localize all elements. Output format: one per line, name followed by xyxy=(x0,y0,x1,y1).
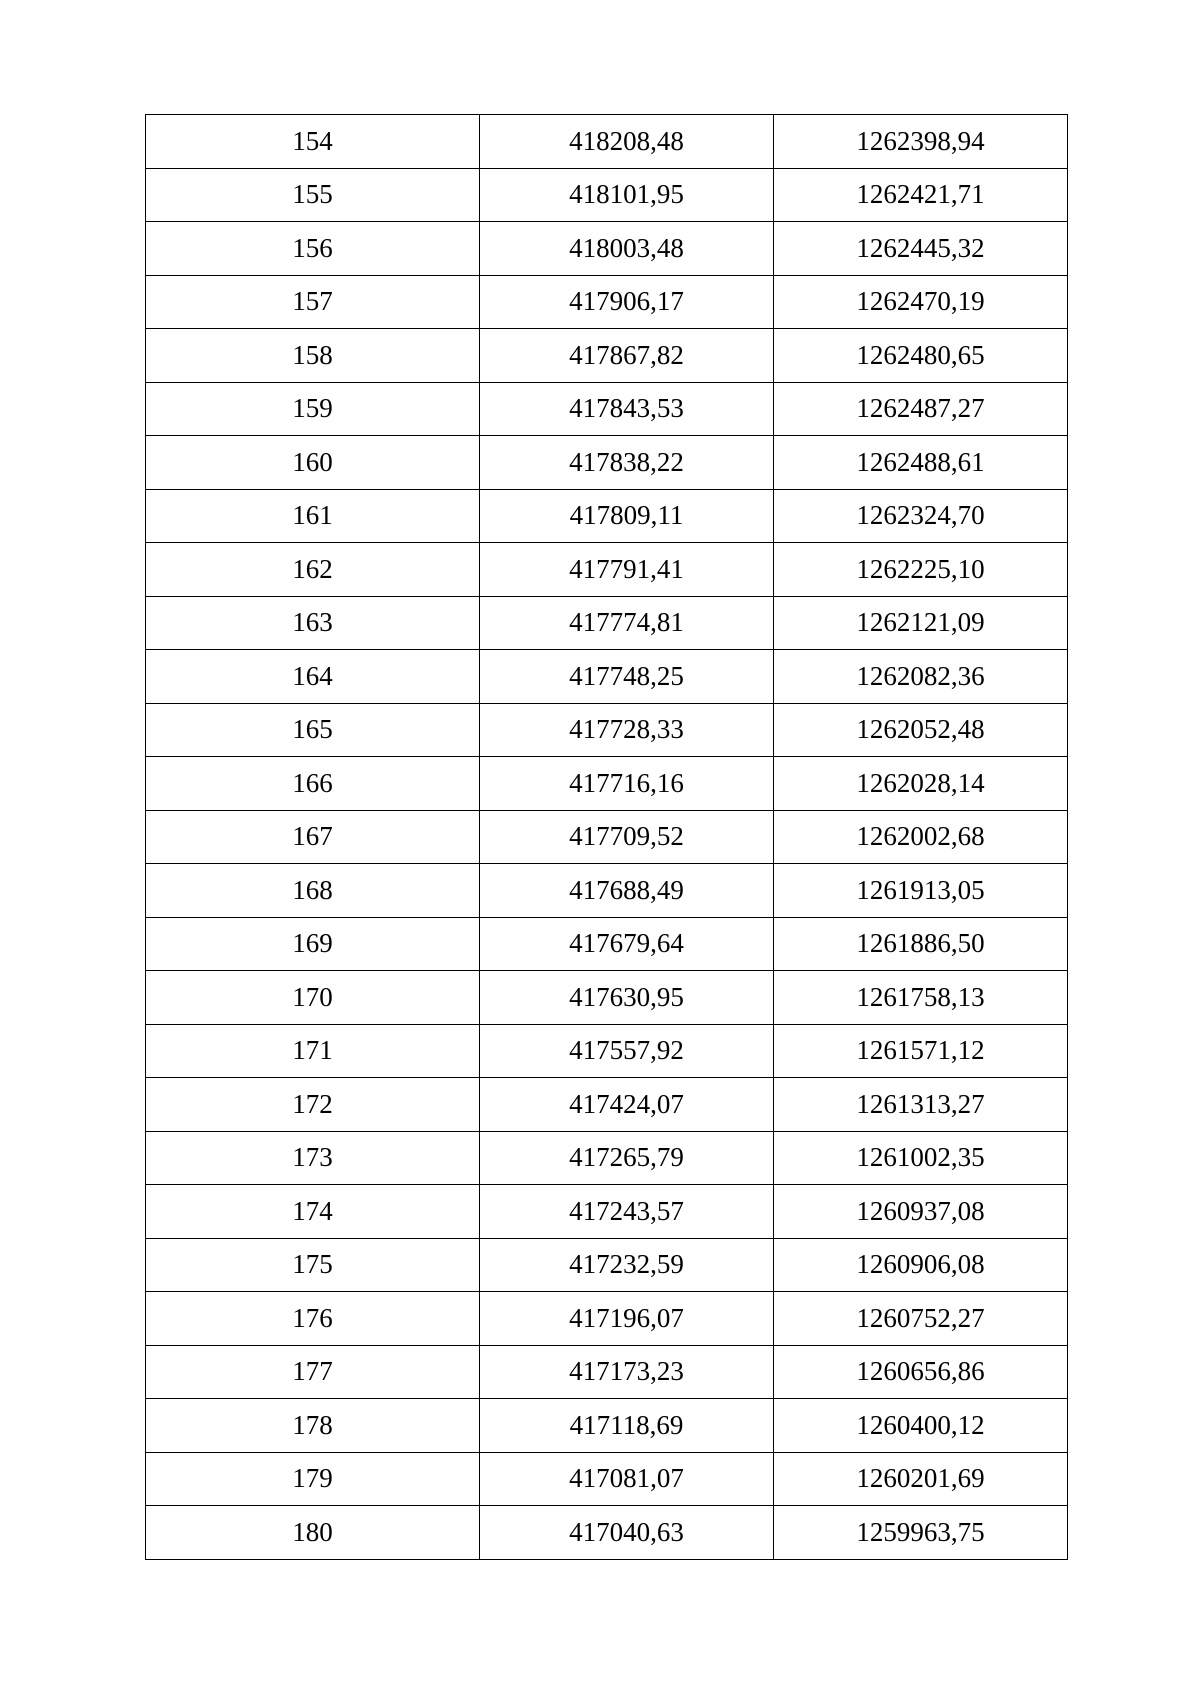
table-row xyxy=(146,115,1068,169)
point-number-cell: 157 xyxy=(146,275,480,329)
table-row xyxy=(146,168,1068,222)
y-coordinate-cell: 1260201,69 xyxy=(774,1452,1068,1506)
y-coordinate-cell: 1260906,08 xyxy=(774,1238,1068,1292)
x-coordinate-cell: 417243,57 xyxy=(480,1185,774,1239)
y-coordinate-cell: 1261758,13 xyxy=(774,971,1068,1025)
x-coordinate-cell: 417843,53 xyxy=(480,382,774,436)
x-coordinate-cell: 417906,17 xyxy=(480,275,774,329)
table-row xyxy=(146,864,1068,918)
y-coordinate-cell: 1262488,61 xyxy=(774,436,1068,490)
y-coordinate-cell: 1261313,27 xyxy=(774,1078,1068,1132)
x-coordinate-cell: 417557,92 xyxy=(480,1024,774,1078)
y-coordinate-cell: 1262052,48 xyxy=(774,703,1068,757)
x-coordinate-cell: 417728,33 xyxy=(480,703,774,757)
table-row xyxy=(146,1078,1068,1132)
y-coordinate-cell: 1261002,35 xyxy=(774,1131,1068,1185)
point-number-cell: 167 xyxy=(146,810,480,864)
table-row xyxy=(146,703,1068,757)
point-number-cell: 163 xyxy=(146,596,480,650)
table-row xyxy=(146,1506,1068,1560)
point-number-cell: 177 xyxy=(146,1345,480,1399)
table-row xyxy=(146,810,1068,864)
x-coordinate-cell: 417265,79 xyxy=(480,1131,774,1185)
table-row xyxy=(146,1292,1068,1346)
y-coordinate-cell: 1259963,75 xyxy=(774,1506,1068,1560)
point-number-cell: 170 xyxy=(146,971,480,1025)
point-number-cell: 160 xyxy=(146,436,480,490)
table-row xyxy=(146,1238,1068,1292)
point-number-cell: 158 xyxy=(146,329,480,383)
table-row xyxy=(146,329,1068,383)
x-coordinate-cell: 418101,95 xyxy=(480,168,774,222)
table-row xyxy=(146,596,1068,650)
y-coordinate-cell: 1262028,14 xyxy=(774,757,1068,811)
x-coordinate-cell: 417809,11 xyxy=(480,489,774,543)
x-coordinate-cell: 417774,81 xyxy=(480,596,774,650)
point-number-cell: 169 xyxy=(146,917,480,971)
point-number-cell: 155 xyxy=(146,168,480,222)
x-coordinate-cell: 417838,22 xyxy=(480,436,774,490)
y-coordinate-cell: 1262398,94 xyxy=(774,115,1068,169)
point-number-cell: 161 xyxy=(146,489,480,543)
point-number-cell: 166 xyxy=(146,757,480,811)
y-coordinate-cell: 1262082,36 xyxy=(774,650,1068,704)
table-row xyxy=(146,917,1068,971)
table-row xyxy=(146,436,1068,490)
y-coordinate-cell: 1261571,12 xyxy=(774,1024,1068,1078)
point-number-cell: 176 xyxy=(146,1292,480,1346)
y-coordinate-cell: 1260752,27 xyxy=(774,1292,1068,1346)
point-number-cell: 174 xyxy=(146,1185,480,1239)
x-coordinate-cell: 417716,16 xyxy=(480,757,774,811)
x-coordinate-cell: 417679,64 xyxy=(480,917,774,971)
x-coordinate-cell: 417709,52 xyxy=(480,810,774,864)
point-number-cell: 180 xyxy=(146,1506,480,1560)
point-number-cell: 168 xyxy=(146,864,480,918)
coordinates-table-body xyxy=(146,115,1068,1560)
y-coordinate-cell: 1262445,32 xyxy=(774,222,1068,276)
y-coordinate-cell: 1262002,68 xyxy=(774,810,1068,864)
x-coordinate-cell: 417424,07 xyxy=(480,1078,774,1132)
table-row xyxy=(146,1024,1068,1078)
table-row xyxy=(146,1345,1068,1399)
table-row xyxy=(146,275,1068,329)
table-row xyxy=(146,382,1068,436)
y-coordinate-cell: 1262480,65 xyxy=(774,329,1068,383)
point-number-cell: 165 xyxy=(146,703,480,757)
y-coordinate-cell: 1262421,71 xyxy=(774,168,1068,222)
y-coordinate-cell: 1261913,05 xyxy=(774,864,1068,918)
table-row xyxy=(146,650,1068,704)
point-number-cell: 171 xyxy=(146,1024,480,1078)
y-coordinate-cell: 1261886,50 xyxy=(774,917,1068,971)
y-coordinate-cell: 1262121,09 xyxy=(774,596,1068,650)
x-coordinate-cell: 417791,41 xyxy=(480,543,774,597)
x-coordinate-cell: 417040,63 xyxy=(480,1506,774,1560)
x-coordinate-cell: 417867,82 xyxy=(480,329,774,383)
x-coordinate-cell: 417081,07 xyxy=(480,1452,774,1506)
point-number-cell: 156 xyxy=(146,222,480,276)
table-row xyxy=(146,489,1068,543)
x-coordinate-cell: 417232,59 xyxy=(480,1238,774,1292)
table-row xyxy=(146,971,1068,1025)
y-coordinate-cell: 1262487,27 xyxy=(774,382,1068,436)
y-coordinate-cell: 1262470,19 xyxy=(774,275,1068,329)
y-coordinate-cell: 1262225,10 xyxy=(774,543,1068,597)
x-coordinate-cell: 417118,69 xyxy=(480,1399,774,1453)
y-coordinate-cell: 1260937,08 xyxy=(774,1185,1068,1239)
y-coordinate-cell: 1260400,12 xyxy=(774,1399,1068,1453)
point-number-cell: 179 xyxy=(146,1452,480,1506)
x-coordinate-cell: 417688,49 xyxy=(480,864,774,918)
y-coordinate-cell: 1260656,86 xyxy=(774,1345,1068,1399)
x-coordinate-cell: 417748,25 xyxy=(480,650,774,704)
x-coordinate-cell: 418208,48 xyxy=(480,115,774,169)
coordinates-table xyxy=(145,114,1068,1560)
y-coordinate-cell: 1262324,70 xyxy=(774,489,1068,543)
table-row xyxy=(146,1399,1068,1453)
table-row xyxy=(146,543,1068,597)
point-number-cell: 159 xyxy=(146,382,480,436)
table-row xyxy=(146,222,1068,276)
table-row xyxy=(146,1131,1068,1185)
point-number-cell: 162 xyxy=(146,543,480,597)
point-number-cell: 173 xyxy=(146,1131,480,1185)
point-number-cell: 175 xyxy=(146,1238,480,1292)
x-coordinate-cell: 417173,23 xyxy=(480,1345,774,1399)
point-number-cell: 172 xyxy=(146,1078,480,1132)
x-coordinate-cell: 417630,95 xyxy=(480,971,774,1025)
point-number-cell: 154 xyxy=(146,115,480,169)
point-number-cell: 164 xyxy=(146,650,480,704)
table-row xyxy=(146,757,1068,811)
x-coordinate-cell: 417196,07 xyxy=(480,1292,774,1346)
x-coordinate-cell: 418003,48 xyxy=(480,222,774,276)
table-row xyxy=(146,1452,1068,1506)
table-row xyxy=(146,1185,1068,1239)
point-number-cell: 178 xyxy=(146,1399,480,1453)
